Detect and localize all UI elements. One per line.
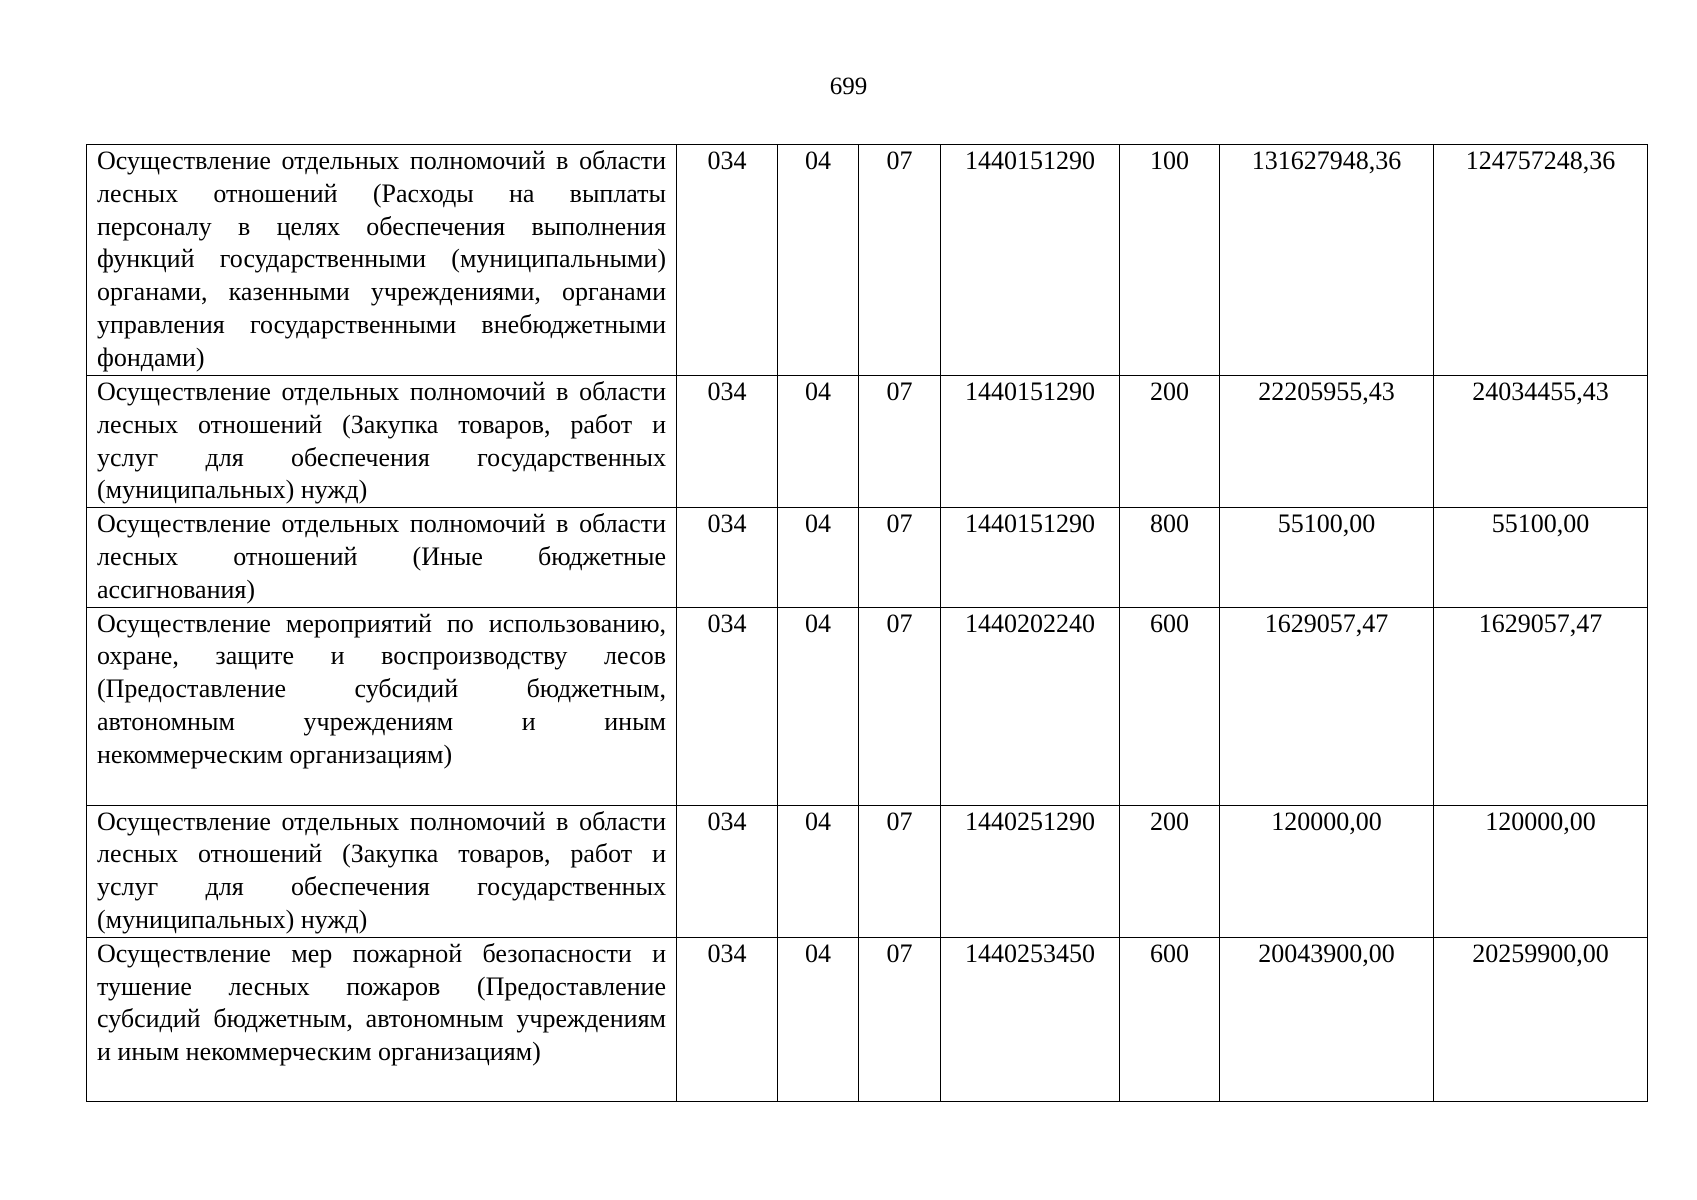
amount-second-year: 124757248,36 [1434, 145, 1648, 376]
ministry-code: 034 [677, 145, 778, 376]
target-article-code: 1440202240 [941, 607, 1120, 805]
expense-type-code: 800 [1120, 508, 1220, 607]
expense-type-code: 200 [1120, 376, 1220, 508]
amount-first-year: 1629057,47 [1220, 607, 1434, 805]
ministry-code: 034 [677, 508, 778, 607]
target-article-code: 1440151290 [941, 376, 1120, 508]
row-description: Осуществление отдельных полномочий в области лесных отношений (Закупка товаров, работ и услуг для обеспечения государственных (муниципальных) нужд) [87, 376, 677, 508]
expense-type-code: 600 [1120, 937, 1220, 1101]
subsection-code: 07 [859, 145, 941, 376]
amount-second-year: 1629057,47 [1434, 607, 1648, 805]
row-description: Осуществление отдельных полномочий в области лесных отношений (Расходы на выплаты персоналу в целях обеспечения выполнения функций государственными (муниципальными) органами, казенными учреждениями, органами управления государственными внебюджетными фондами) [87, 145, 677, 376]
ministry-code: 034 [677, 805, 778, 937]
subsection-code: 07 [859, 376, 941, 508]
subsection-code: 07 [859, 607, 941, 805]
section-code: 04 [778, 508, 859, 607]
ministry-code: 034 [677, 937, 778, 1101]
section-code: 04 [778, 805, 859, 937]
target-article-code: 1440251290 [941, 805, 1120, 937]
page-number: 699 [829, 73, 868, 100]
amount-second-year: 55100,00 [1434, 508, 1648, 607]
target-article-code: 1440151290 [941, 145, 1120, 376]
section-code: 04 [778, 607, 859, 805]
amount-second-year: 24034455,43 [1434, 376, 1648, 508]
section-code: 04 [778, 937, 859, 1101]
subsection-code: 07 [859, 805, 941, 937]
expense-type-code: 600 [1120, 607, 1220, 805]
expense-type-code: 100 [1120, 145, 1220, 376]
amount-first-year: 120000,00 [1220, 805, 1434, 937]
table-row [87, 508, 1648, 607]
target-article-code: 1440253450 [941, 937, 1120, 1101]
table-row [87, 805, 1648, 937]
row-description: Осуществление мер пожарной безопасности и тушение лесных пожаров (Предоставление субсидий бюджетным, автономным учреждениям и иным некоммерческим организациям) [87, 937, 677, 1101]
section-code: 04 [778, 376, 859, 508]
subsection-code: 07 [859, 508, 941, 607]
table-row [87, 145, 1648, 376]
table-row [87, 376, 1648, 508]
amount-second-year: 20259900,00 [1434, 937, 1648, 1101]
amount-first-year: 22205955,43 [1220, 376, 1434, 508]
subsection-code: 07 [859, 937, 941, 1101]
table-row [87, 607, 1648, 805]
row-description: Осуществление отдельных полномочий в области лесных отношений (Иные бюджетные ассигнования) [87, 508, 677, 607]
amount-second-year: 120000,00 [1434, 805, 1648, 937]
row-description: Осуществление отдельных полномочий в области лесных отношений (Закупка товаров, работ и услуг для обеспечения государственных (муниципальных) нужд) [87, 805, 677, 937]
ministry-code: 034 [677, 376, 778, 508]
amount-first-year: 20043900,00 [1220, 937, 1434, 1101]
section-code: 04 [778, 145, 859, 376]
budget-table [86, 144, 1648, 1102]
row-description: Осуществление мероприятий по использованию, охране, защите и воспроизводству лесов (Предоставление субсидий бюджетным, автономным учреждениям и иным некоммерческим организациям) [87, 607, 677, 805]
amount-first-year: 131627948,36 [1220, 145, 1434, 376]
amount-first-year: 55100,00 [1220, 508, 1434, 607]
expense-type-code: 200 [1120, 805, 1220, 937]
target-article-code: 1440151290 [941, 508, 1120, 607]
table-row [87, 937, 1648, 1101]
ministry-code: 034 [677, 607, 778, 805]
